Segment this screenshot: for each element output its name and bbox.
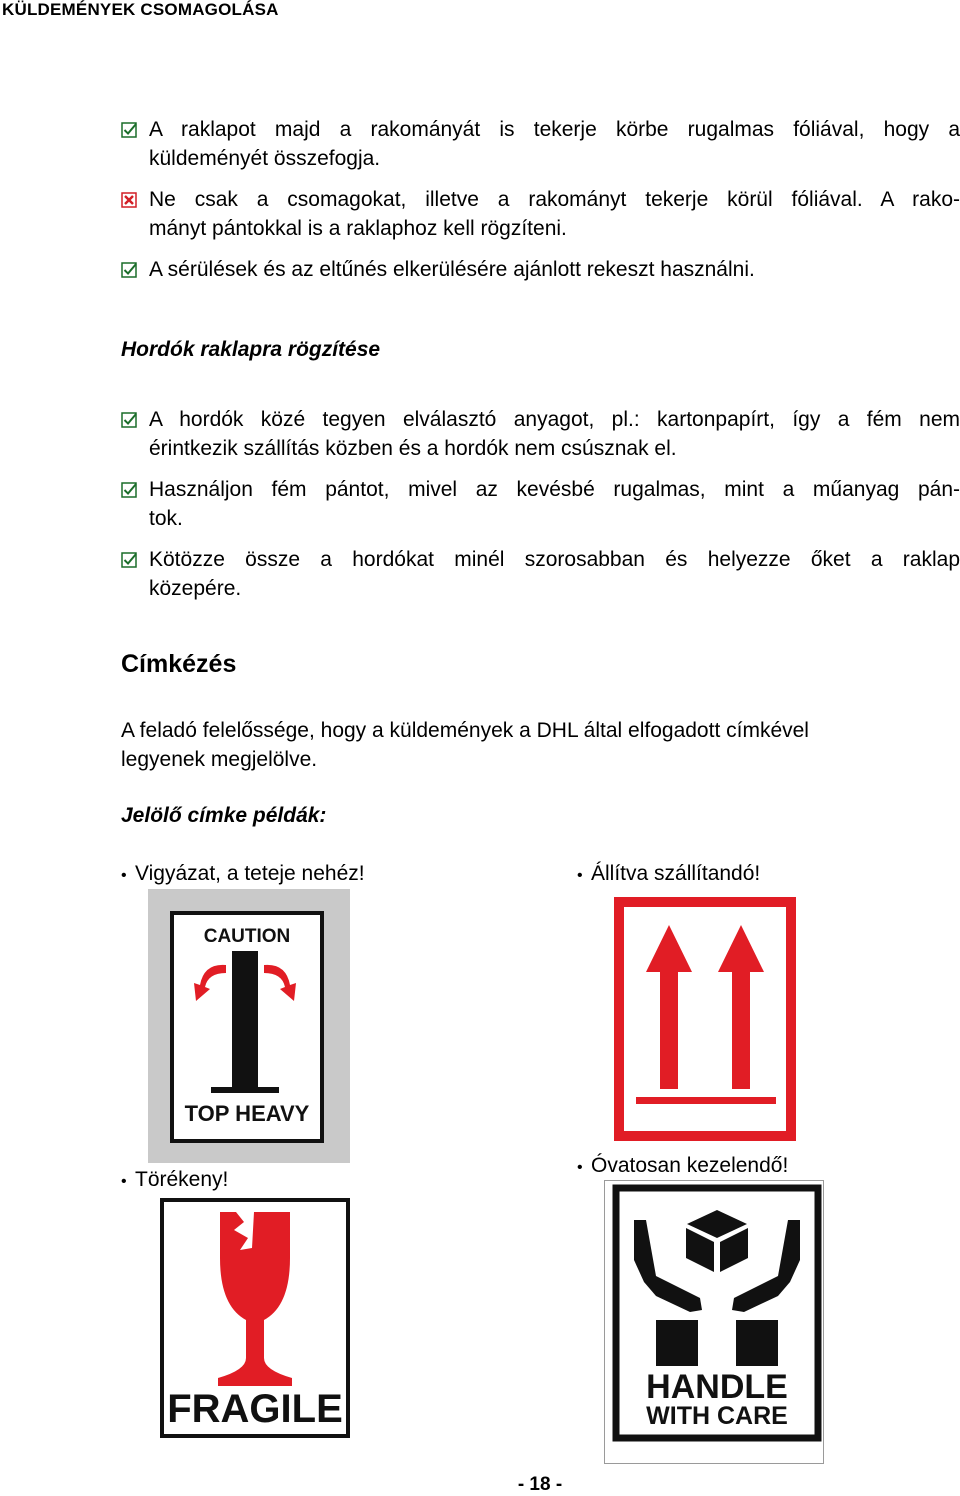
label-caution-text: CAUTION <box>203 926 291 947</box>
labeling-title: Címkézés <box>121 650 237 678</box>
checklist-item <box>121 545 960 603</box>
running-header: KÜLDEMÉNYEK CSOMAGOLÁSA <box>2 0 279 19</box>
example-caption: • Óvatosan kezelendő! <box>577 1151 788 1182</box>
item-text: A hordók közé tegyen elválasztó anyagot, pl.: kartonpapírt, így a fém nem érintkezik szállítás közben és a hordók nem csúsznak el. <box>149 408 960 460</box>
bullet: • <box>577 867 583 884</box>
checklist-item <box>121 255 960 284</box>
bullet: • <box>577 1159 583 1176</box>
labeling-paragraph: A feladó felelőssége, hogy a küldemények a DHL által elfogadott címkével legyenek megjelölve. <box>121 719 809 771</box>
bullet: • <box>121 1173 127 1190</box>
top-heavy-label <box>148 889 350 1163</box>
item-text: Kötözze össze a hordókat minél szorosabban és helyezze őket a raklap közepére. <box>149 548 960 600</box>
fragile-label <box>160 1198 350 1438</box>
checkbox-checked-icon <box>121 552 137 568</box>
this-way-up-label <box>614 897 796 1141</box>
item-text: Használjon fém pántot, mivel az kevésbé rugalmas, mint a műanyag pán- tok. <box>149 478 960 530</box>
checkbox-checked-icon <box>121 482 137 498</box>
checkbox-checked-icon <box>121 122 137 138</box>
label-fragile-text: FRAGILE <box>167 1387 343 1431</box>
checkbox-checked-icon <box>121 262 137 278</box>
item-text: A sérülések és az eltűnés elkerülésére ajánlott rekeszt használni. <box>149 258 755 281</box>
item-text: A raklapot majd a rakományát is tekerje körbe rugalmas fóliával, hogy a küldeményét összefogja. <box>149 118 960 170</box>
label-top-heavy-text: TOP HEAVY <box>184 1101 310 1126</box>
checklist-item <box>121 475 960 533</box>
bullet: • <box>121 867 127 884</box>
item-text: Ne csak a csomagokat, illetve a rakományt tekerje körül fóliával. A rako- mányt pántokkal is a raklaphoz kell rögzíteni. <box>149 188 960 240</box>
handle-with-care-label <box>604 1180 824 1464</box>
example-caption: • Állítva szállítandó! <box>577 859 760 890</box>
checklist-item <box>121 405 960 463</box>
checklist-item <box>121 185 960 243</box>
label-with-care-text: WITH CARE <box>646 1402 788 1430</box>
checkbox-checked-icon <box>121 412 137 428</box>
example-caption: • Törékeny! <box>121 1165 228 1196</box>
example-caption: • Vigyázat, a teteje nehéz! <box>121 859 365 890</box>
examples-heading: Jelölő címke példák: <box>121 804 327 827</box>
checklist-item <box>121 115 960 173</box>
checkbox-crossed-icon <box>121 192 137 208</box>
barrels-heading: Hordók raklapra rögzítése <box>121 338 381 361</box>
page-number: - 18 - <box>517 1474 563 1495</box>
label-handle-text: HANDLE <box>646 1368 788 1406</box>
